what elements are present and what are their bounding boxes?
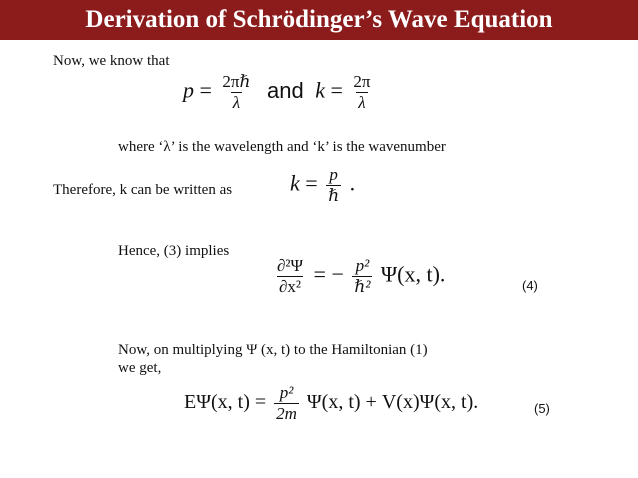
eq-k-denominator: λ — [358, 93, 366, 112]
therefore-text: Therefore, k can be written as — [53, 182, 233, 198]
eq-joiner: and — [266, 77, 304, 103]
equation-relations: p = $\frac{\text{2πℏ}}{\lambda}$ and k = $\frac{2\pi}{\lambda}$ — [183, 72, 371, 112]
eq4-lhs-denominator: ∂x² — [279, 277, 302, 296]
intro-text: Now, we know that — [53, 53, 170, 69]
eq-p-denominator: λ — [232, 93, 241, 112]
eq5-denominator: 2m — [276, 404, 297, 423]
hence-text: Hence, (3) implies — [118, 243, 230, 259]
where-text: where ‘λ’ is the wavelength and ‘k’ is the wavenumber — [118, 139, 446, 155]
equation-k: k = $\frac{p}{\text{ℏ}}$ . — [290, 165, 356, 205]
eq-p-numerator: 2πℏ — [222, 72, 251, 91]
eq4-lhs-numerator: ∂²Ψ — [277, 256, 304, 275]
eq-k-fraction — [351, 72, 372, 113]
eq-k2-period: . — [349, 170, 356, 196]
equation-4 — [272, 256, 445, 297]
eq-k2-fraction — [326, 165, 341, 206]
eq5-fraction — [274, 383, 299, 424]
equation-number-5: (5) — [534, 401, 550, 416]
eq4-rhs-fraction — [352, 256, 372, 297]
multiply-text-line1: Now, on multiplying Ψ (x, t) to the Hamiltonian (1) — [118, 342, 428, 358]
eq5-lhs: EΨ(x, t) = — [184, 391, 267, 414]
eq-k2-numerator: p — [329, 165, 338, 184]
multiply-text-line2: we get, — [118, 360, 162, 376]
eq5-numerator: p² — [279, 383, 294, 402]
eq4-tail: Ψ(x, t). — [380, 261, 446, 287]
eq-k2-lhs: k — [290, 170, 300, 196]
eq-k-lhs: k — [315, 77, 325, 103]
eq5-tail: Ψ(x, t) + V(x)Ψ(x, t). — [306, 391, 479, 414]
eq-p-fraction — [220, 72, 252, 113]
slide-title: Derivation of Schrödinger’s Wave Equation — [85, 6, 553, 33]
eq-k2-denominator: ℏ — [328, 186, 340, 205]
eq4-rhs-numerator: p² — [355, 256, 370, 275]
equation-5 — [184, 383, 478, 424]
equation-number-4: (4) — [522, 278, 538, 293]
eq-k-numerator: 2π — [353, 72, 371, 91]
eq4-sign: = − — [313, 261, 344, 287]
eq4-lhs-fraction — [275, 256, 305, 297]
eq-p-lhs: p — [183, 77, 194, 103]
eq4-rhs-denominator: ℏ² — [354, 277, 371, 296]
